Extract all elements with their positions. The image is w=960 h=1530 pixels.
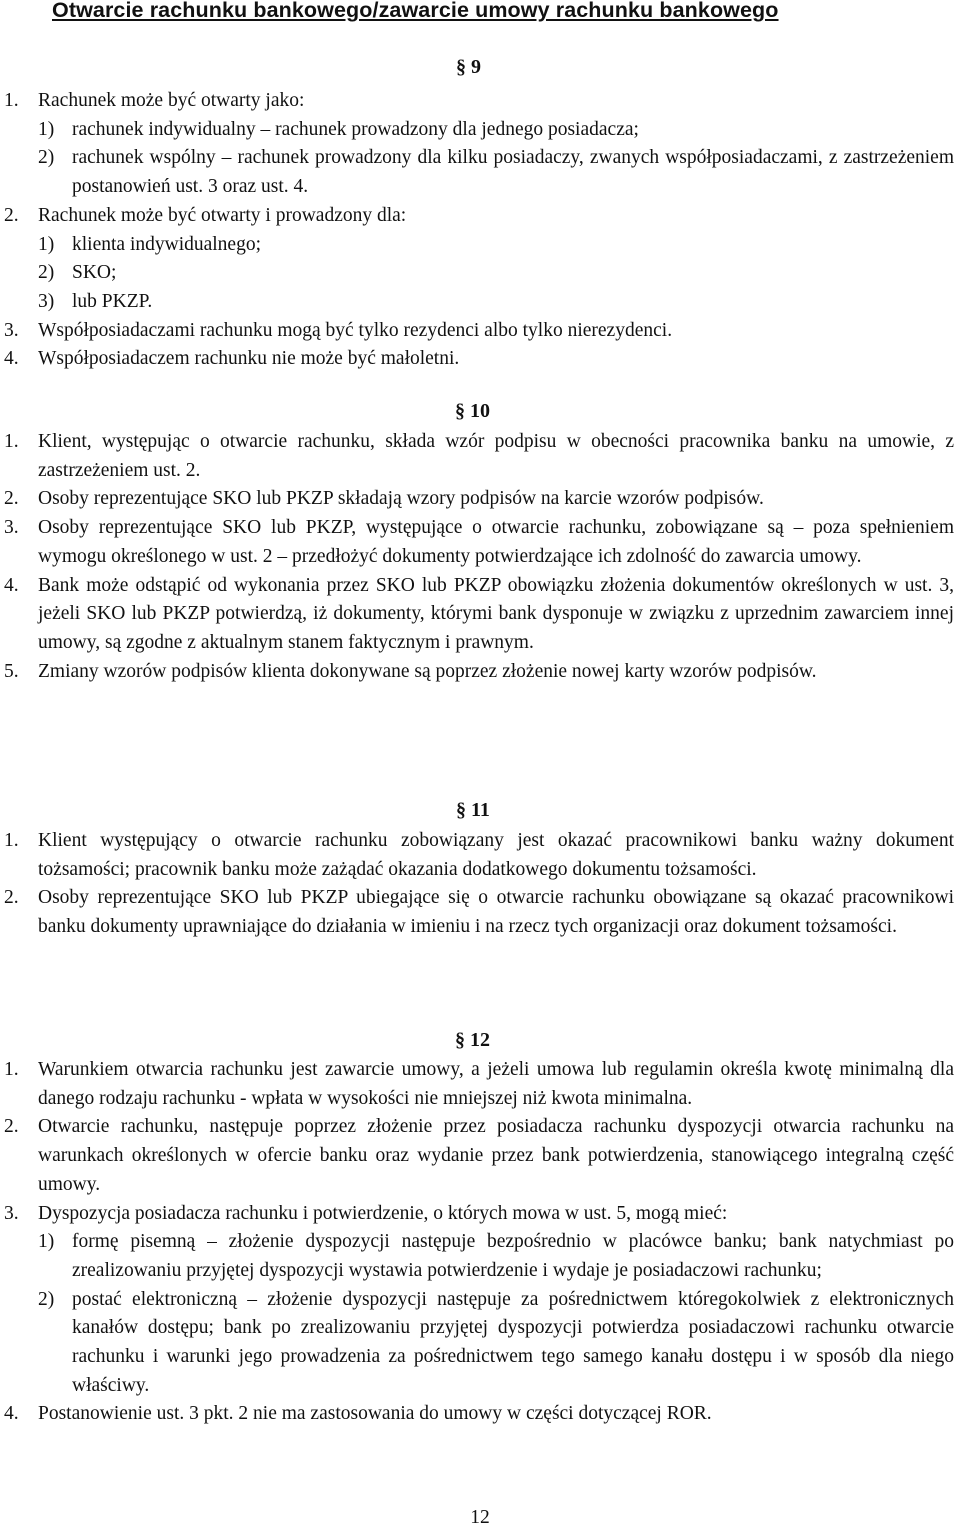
list-item [4, 202, 954, 317]
sub-item-text: klienta indywidualnego; [72, 233, 262, 255]
sub-item [38, 288, 954, 317]
list-item [4, 317, 954, 346]
list-item [4, 485, 954, 514]
sub-item-number: 2) [38, 147, 55, 169]
item-number: 3. [4, 517, 19, 539]
item-number: 3. [4, 319, 19, 341]
section-11-list [4, 827, 954, 942]
item-text: Osoby reprezentujące SKO lub PKZP składają wzory podpisów na karcie wzorów podpisów. [38, 488, 764, 510]
item-text: Rachunek może być otwarty jako: [38, 90, 305, 111]
list-item [4, 1200, 954, 1401]
sub-item-number: 3) [38, 290, 55, 312]
sub-item-number: 1) [38, 1231, 55, 1253]
section-12-list [4, 1056, 954, 1429]
sub-item-number: 2) [38, 262, 55, 284]
sub-item-number: 2) [38, 1288, 55, 1310]
section-heading-11: § 11 [456, 799, 490, 821]
page-number: 12 [470, 1507, 490, 1528]
item-number: 1. [4, 431, 19, 452]
list-item [4, 572, 954, 658]
section-10-list [4, 428, 954, 686]
list-item [4, 827, 954, 884]
sub-item-text: postać elektroniczną – złożenie dyspozycji następuje za pośrednictwem któregokolwiek z elektronicznych kanałów dostępu; bank po zrealizowaniu przyjętej dyspozycji potwierdza posiadaczowi rachunku otwarcie rachunku i warunki jego prowadzenia za pośrednictwem tego samego kanału dostępu i w sposób dla niego właściwy. [72, 1288, 954, 1396]
sub-item-text: lub PKZP. [72, 290, 153, 312]
item-text: Rachunek może być otwarty i prowadzony dla: [38, 204, 407, 226]
item-number: 2. [4, 887, 19, 909]
item-text: Postanowienie ust. 3 pkt. 2 nie ma zastosowania do umowy w części dotyczącej ROR. [38, 1403, 712, 1425]
item-text: Osoby reprezentujące SKO lub PKZP, występujące o otwarcie rachunku, zobowiązane są – poza spełnieniem wymogu określonego w ust. 2 – przedłożyć dokumenty potwierdzające ich zdolność do zawarcia umowy. [38, 517, 954, 567]
list-item [4, 1113, 954, 1199]
list-item [4, 658, 954, 687]
sub-item [38, 1286, 954, 1401]
sub-item-text: SKO; [72, 262, 117, 284]
sub-item [38, 144, 954, 201]
section-heading-9: § 9 [456, 56, 481, 78]
section-heading-12: § 12 [455, 1029, 490, 1051]
item-text: Współposiadaczem rachunku nie może być małoletni. [38, 348, 460, 370]
list-item [4, 1056, 954, 1113]
item-number: 4. [4, 1403, 19, 1425]
sub-item-number: 1) [38, 118, 55, 140]
item-text: Zmiany wzorów podpisów klienta dokonywane są poprzez złożenie nowej karty wzorów podpisów. [38, 660, 817, 682]
section-9-list [4, 87, 954, 374]
list-item [4, 428, 954, 485]
item-number: 2. [4, 488, 19, 510]
list-item [4, 1400, 954, 1429]
item-text: Współposiadaczami rachunku mogą być tylko rezydenci albo tylko nierezydenci. [38, 319, 673, 341]
list-item [4, 514, 954, 571]
sub-item [38, 259, 954, 288]
item-number: 1. [4, 830, 19, 851]
list-item [4, 87, 954, 202]
item-text: Klient, występując o otwarcie rachunku, składa wzór podpisu w obecności pracownika banku na umowie, z zastrzeżeniem ust. 2. [38, 431, 954, 481]
item-text: Dyspozycja posiadacza rachunku i potwierdzenie, o których mowa w ust. 5, mogą mieć: [38, 1202, 728, 1224]
item-number: 1. [4, 1059, 19, 1080]
item-text: Klient występujący o otwarcie rachunku zobowiązany jest okazać pracownikowi banku ważny dokument tożsamości; pracownik banku może zażądać okazania dodatkowego dokumentu tożsamości. [38, 830, 954, 880]
item-text: Bank może odstąpić od wykonania przez SKO lub PKZP obowiązku złożenia dokumentów określonych w ust. 3, jeżeli SKO lub PKZP potwierdzą, iż dokumenty, którymi bank dysponuje w związku z uprzednim zawarciem innej umowy, są zgodne z aktualnym stanem faktycznym i prawnym. [38, 574, 954, 653]
item-number: 2. [4, 1116, 19, 1138]
item-number: 2. [4, 204, 19, 226]
sub-item [38, 116, 954, 145]
sub-item [38, 1228, 954, 1285]
sub-item-text: rachunek wspólny – rachunek prowadzony dla kilku posiadaczy, zwanych współposiadaczami, z zastrzeżeniem postanowień ust. 3 oraz ust. 4. [72, 147, 954, 198]
section-heading-10: § 10 [455, 400, 490, 422]
sub-item-text: formę pisemną – złożenie dyspozycji następuje bezpośrednio w placówce banku; bank natychmiast po zrealizowaniu przyjętej dyspozycji wystawia potwierdzenie i wydaje je posiadaczowi rachunku; [72, 1231, 954, 1281]
item-number: 3. [4, 1202, 19, 1224]
sub-item [38, 231, 954, 260]
item-number: 1. [4, 90, 19, 111]
page-title: Otwarcie rachunku bankowego/zawarcie umowy rachunku bankowego [52, 0, 779, 22]
item-text: Osoby reprezentujące SKO lub PKZP ubiegające się o otwarcie rachunku obowiązane są okazać pracownikowi banku dokumenty uprawniające do działania w imieniu i na rzecz tych organizacji oraz dokument tożsamości. [38, 887, 954, 938]
item-number: 4. [4, 348, 19, 370]
item-text: Warunkiem otwarcia rachunku jest zawarcie umowy, a jeżeli umowa lub regulamin określa kwotę minimalną dla danego rodzaju rachunku - wpłata w wysokości nie mniejszej niż kwota minimalna. [38, 1059, 954, 1109]
item-number: 5. [4, 660, 19, 682]
sub-item-number: 1) [38, 233, 55, 255]
item-number: 4. [4, 574, 19, 596]
list-item [4, 884, 954, 941]
list-item [4, 345, 954, 374]
item-text: Otwarcie rachunku, następuje poprzez złożenie przez posiadacza rachunku dyspozycji otwarcia rachunku na warunkach określonych w ofercie banku oraz wydanie przez bank potwierdzenia, stanowiącego integralną część umowy. [38, 1116, 954, 1195]
sub-item-text: rachunek indywidualny – rachunek prowadzony dla jednego posiadacza; [72, 118, 639, 140]
